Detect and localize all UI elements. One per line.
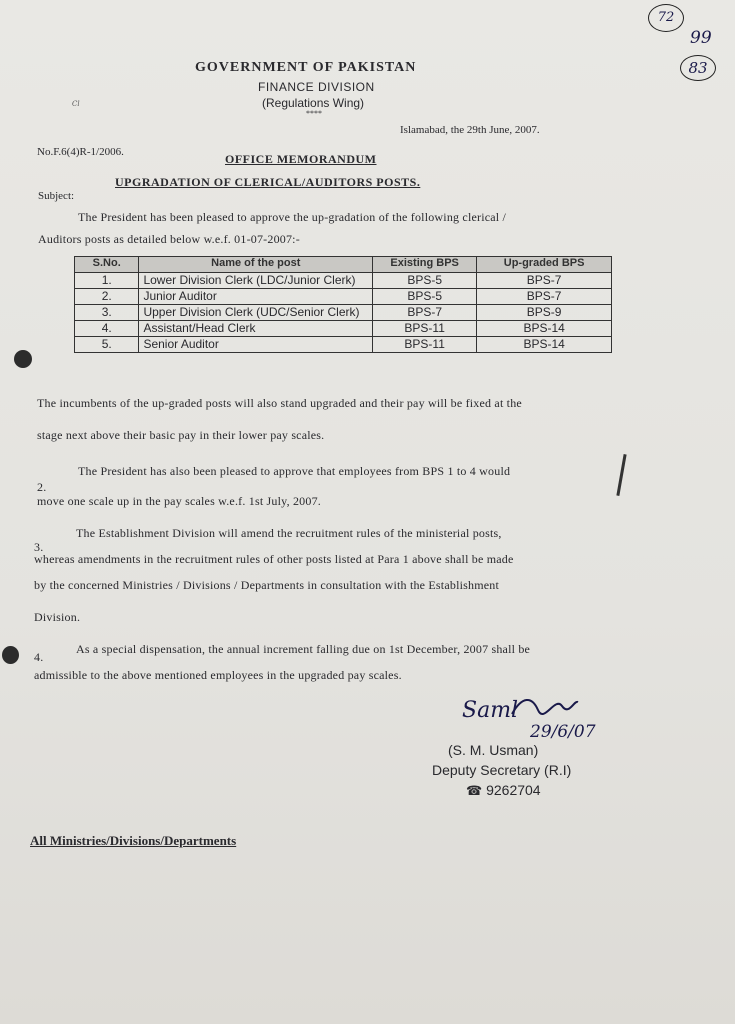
heading-stars: **** (306, 109, 322, 118)
row-existing-bps: BPS-5 (373, 273, 477, 289)
circled-page-number: 72 (648, 4, 684, 32)
distribution-line: All Ministries/Divisions/Departments (30, 833, 237, 848)
row-existing-bps: BPS-5 (373, 289, 477, 305)
para-3-line-2: whereas amendments in the recruitment rules of other posts listed at Para 1 above shall be made (34, 552, 514, 566)
table-row (75, 305, 612, 321)
signatory-designation: Deputy Secretary (R.I) (432, 762, 572, 778)
subject-label: Subject: (38, 190, 75, 202)
table-row (75, 337, 612, 353)
subject-text: UPGRADATION OF CLERICAL/AUDITORS POSTS. (115, 175, 421, 189)
telephone-icon: ☎ (466, 783, 483, 798)
col-existing-header: Existing BPS (373, 257, 477, 273)
row-existing-bps: BPS-7 (373, 305, 477, 321)
intro-line-1: The President has been pleased to approve the up-gradation of the following clerical / (78, 210, 507, 224)
incumbents-line-1: The incumbents of the up-graded posts will also stand upgraded and their pay will be fixed at the (37, 396, 522, 410)
para-4-line-2: admissible to the above mentioned employees in the upgraded pay scales. (34, 668, 402, 682)
para-3-line-3: by the concerned Ministries / Divisions / Departments in consultation with the Establishment (34, 578, 499, 592)
signatory-phone (466, 782, 541, 799)
handwritten-signature: Saml (462, 698, 519, 723)
para-3-line-1: The Establishment Division will amend the recruitment rules of the ministerial posts, (76, 526, 502, 540)
col-name-header: Name of the post (139, 257, 373, 273)
handwritten-number: 99 (690, 28, 712, 48)
para-3-line-4: Division. (34, 610, 81, 624)
signature-flourish (510, 692, 580, 722)
row-post-name: Senior Auditor (139, 337, 373, 353)
table-row (75, 289, 612, 305)
row-post-name: Assistant/Head Clerk (139, 321, 373, 337)
row-upgraded-bps: BPS-14 (477, 337, 612, 353)
margin-mark: Cl (72, 100, 80, 108)
signatory-name: (S. M. Usman) (448, 742, 539, 758)
para-2-number: 2. (37, 480, 47, 494)
row-sno: 4. (75, 321, 139, 337)
punch-hole-bottom (2, 646, 19, 664)
row-upgraded-bps: BPS-14 (477, 321, 612, 337)
row-upgraded-bps: BPS-7 (477, 289, 612, 305)
punch-hole-top (14, 350, 32, 368)
row-upgraded-bps: BPS-7 (477, 273, 612, 289)
row-sno: 2. (75, 289, 139, 305)
row-upgraded-bps: BPS-9 (477, 305, 612, 321)
incumbents-line-2: stage next above their basic pay in their lower pay scales. (37, 428, 325, 442)
row-existing-bps: BPS-11 (373, 321, 477, 337)
table-row (75, 321, 612, 337)
memo-title: OFFICE MEMORANDUM (225, 152, 377, 166)
row-post-name: Lower Division Clerk (LDC/Junior Clerk) (139, 273, 373, 289)
table-header-row (75, 257, 612, 273)
para-2-line-1: The President has also been pleased to approve that employees from BPS 1 to 4 would (78, 464, 511, 478)
row-sno: 1. (75, 273, 139, 289)
row-sno: 5. (75, 337, 139, 353)
para-4-line-1: As a special dispensation, the annual increment falling due on 1st December, 2007 shall be (76, 642, 531, 656)
reference-number: No.F.6(4)R-1/2006. (37, 146, 124, 158)
wing-heading: (Regulations Wing) (262, 96, 365, 110)
table-row (75, 273, 612, 289)
government-heading: GOVERNMENT OF PAKISTAN (195, 60, 417, 75)
division-heading: FINANCE DIVISION (258, 80, 375, 94)
col-upgraded-header: Up-graded BPS (477, 257, 612, 273)
para-2-line-2: move one scale up in the pay scales w.e.f. 1st July, 2007. (37, 494, 321, 508)
para-4-number: 4. (34, 650, 44, 664)
para-3-number: 3. (34, 540, 44, 554)
intro-line-2: Auditors posts as detailed below w.e.f. 01-07-2007:- (38, 232, 300, 246)
phone-number: 9262704 (486, 782, 541, 798)
col-sno-header: S.No. (75, 257, 139, 273)
place-date: Islamabad, the 29th June, 2007. (400, 124, 540, 136)
posts-table (74, 256, 612, 353)
row-sno: 3. (75, 305, 139, 321)
row-existing-bps: BPS-11 (373, 337, 477, 353)
row-post-name: Upper Division Clerk (UDC/Senior Clerk) (139, 305, 373, 321)
margin-tick-mark (616, 454, 626, 496)
circled-handwritten-number: 83 (680, 55, 716, 81)
handwritten-date: 29/6/07 (530, 722, 596, 742)
row-post-name: Junior Auditor (139, 289, 373, 305)
